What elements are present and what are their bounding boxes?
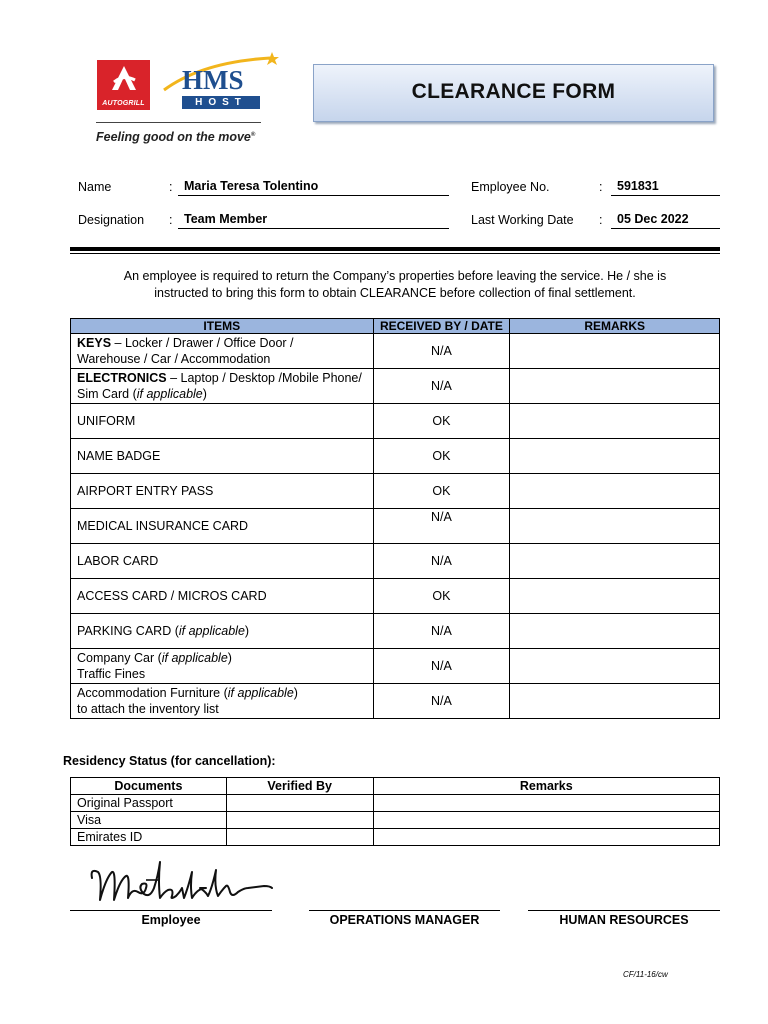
header-divider-thin <box>70 253 720 254</box>
verified-by-cell[interactable] <box>226 829 373 846</box>
residency-table <box>70 777 720 846</box>
document-cell: Visa <box>71 812 227 829</box>
operations-manager-label: OPERATIONS MANAGER <box>329 913 480 927</box>
item-cell-parking-card: PARKING CARD (if applicable) <box>71 614 374 649</box>
remarks-cell[interactable] <box>510 369 720 404</box>
items-table-header-row <box>71 319 720 334</box>
item-cell-accommodation-furniture: Accommodation Furniture (if applicable) to attach the inventory list <box>71 684 374 719</box>
items-header: ITEMS <box>71 319 374 334</box>
remarks-cell[interactable] <box>510 614 720 649</box>
hms-text: HMS <box>182 65 244 95</box>
employee-signature-line <box>70 910 272 911</box>
last-working-date-colon: : <box>599 213 603 227</box>
name-colon: : <box>169 180 173 194</box>
operations-manager-signature-line <box>309 910 500 911</box>
table-row <box>71 649 720 684</box>
received-cell[interactable]: OK <box>373 404 510 439</box>
item-cell: NAME BADGE <box>71 439 374 474</box>
received-cell[interactable]: N/A <box>373 369 510 404</box>
item-cell: AIRPORT ENTRY PASS <box>71 474 374 509</box>
table-row <box>71 795 720 812</box>
table-row <box>71 334 720 369</box>
residency-remarks-cell[interactable] <box>373 795 719 812</box>
remarks-header: REMARKS <box>510 319 720 334</box>
received-cell[interactable]: N/A <box>373 614 510 649</box>
autogrill-logo-text: AUTOGRILL <box>102 100 145 107</box>
received-by-header: RECEIVED BY / DATE <box>373 319 510 334</box>
item-cell-company-car: Company Car (if applicable) Traffic Fines <box>71 649 374 684</box>
title-box <box>313 64 714 122</box>
table-row <box>71 684 720 719</box>
item-cell-keys: KEYS – Locker / Drawer / Office Door / Warehouse / Car / Accommodation <box>71 334 374 369</box>
remarks-cell[interactable] <box>510 649 720 684</box>
last-working-date-field[interactable]: 05 Dec 2022 <box>611 212 720 229</box>
received-cell[interactable]: N/A <box>373 334 510 369</box>
table-row <box>71 614 720 649</box>
autogrill-a-icon <box>109 64 139 94</box>
residency-heading: Residency Status (for cancellation): <box>63 754 276 768</box>
employee-no-field[interactable]: 591831 <box>611 179 720 196</box>
autogrill-logo <box>97 60 150 110</box>
table-row <box>71 509 720 544</box>
documents-header: Documents <box>71 778 227 795</box>
instructions-line-2: instructed to bring this form to obtain CLEARANCE before collection of final settlement. <box>154 286 636 300</box>
employee-signature <box>88 858 278 910</box>
table-row <box>71 439 720 474</box>
received-cell[interactable]: OK <box>373 439 510 474</box>
form-title: CLEARANCE FORM <box>411 80 616 103</box>
remarks-cell[interactable] <box>510 474 720 509</box>
last-working-date-label: Last Working Date <box>471 213 574 227</box>
residency-header-row <box>71 778 720 795</box>
table-row <box>71 404 720 439</box>
item-cell: UNIFORM <box>71 404 374 439</box>
item-cell: ACCESS CARD / MICROS CARD <box>71 579 374 614</box>
remarks-cell[interactable] <box>510 404 720 439</box>
document-cell: Emirates ID <box>71 829 227 846</box>
remarks-cell[interactable] <box>510 684 720 719</box>
tagline: Feeling good on the move® <box>96 130 256 144</box>
item-cell: MEDICAL INSURANCE CARD <box>71 509 374 544</box>
remarks-cell[interactable] <box>510 544 720 579</box>
name-label: Name <box>78 180 112 194</box>
table-row <box>71 474 720 509</box>
remarks-cell[interactable] <box>510 439 720 474</box>
human-resources-signature-line <box>528 910 720 911</box>
table-row <box>71 829 720 846</box>
item-cell-electronics: ELECTRONICS – Laptop / Desktop /Mobile Phone/ Sim Card (if applicable) <box>71 369 374 404</box>
employee-no-label: Employee No. <box>471 180 550 194</box>
instructions-text <box>70 268 720 302</box>
items-table <box>70 318 720 719</box>
human-resources-label: HUMAN RESOURCES <box>559 913 689 927</box>
host-text: HOST <box>182 96 260 109</box>
verified-by-cell[interactable] <box>226 812 373 829</box>
table-row <box>71 369 720 404</box>
received-cell[interactable]: OK <box>373 579 510 614</box>
header-divider-thick <box>70 247 720 251</box>
remarks-cell[interactable] <box>510 579 720 614</box>
verified-by-header: Verified By <box>226 778 373 795</box>
name-field[interactable]: Maria Teresa Tolentino <box>178 179 449 196</box>
residency-remarks-cell[interactable] <box>373 829 719 846</box>
remarks-cell[interactable] <box>510 334 720 369</box>
hms-host-logo <box>162 52 280 112</box>
employee-no-colon: : <box>599 180 603 194</box>
residency-remarks-cell[interactable] <box>373 812 719 829</box>
tagline-divider <box>96 122 261 123</box>
designation-field[interactable]: Team Member <box>178 212 449 229</box>
table-row <box>71 579 720 614</box>
received-cell[interactable]: N/A <box>373 684 510 719</box>
received-cell[interactable]: OK <box>373 474 510 509</box>
residency-remarks-header: Remarks <box>373 778 719 795</box>
document-cell: Original Passport <box>71 795 227 812</box>
item-cell: LABOR CARD <box>71 544 374 579</box>
verified-by-cell[interactable] <box>226 795 373 812</box>
designation-colon: : <box>169 213 173 227</box>
remarks-cell[interactable] <box>510 509 720 544</box>
table-row <box>71 812 720 829</box>
instructions-line-1: An employee is required to return the Company’s properties before leaving the service. He / she is <box>123 269 667 283</box>
designation-label: Designation <box>78 213 145 227</box>
received-cell[interactable]: N/A <box>373 544 510 579</box>
received-cell[interactable]: N/A <box>373 649 510 684</box>
form-code: CF/11-16/cw <box>623 970 668 979</box>
received-cell[interactable]: N/A <box>373 509 510 544</box>
table-row <box>71 544 720 579</box>
employee-label: Employee <box>141 913 201 927</box>
